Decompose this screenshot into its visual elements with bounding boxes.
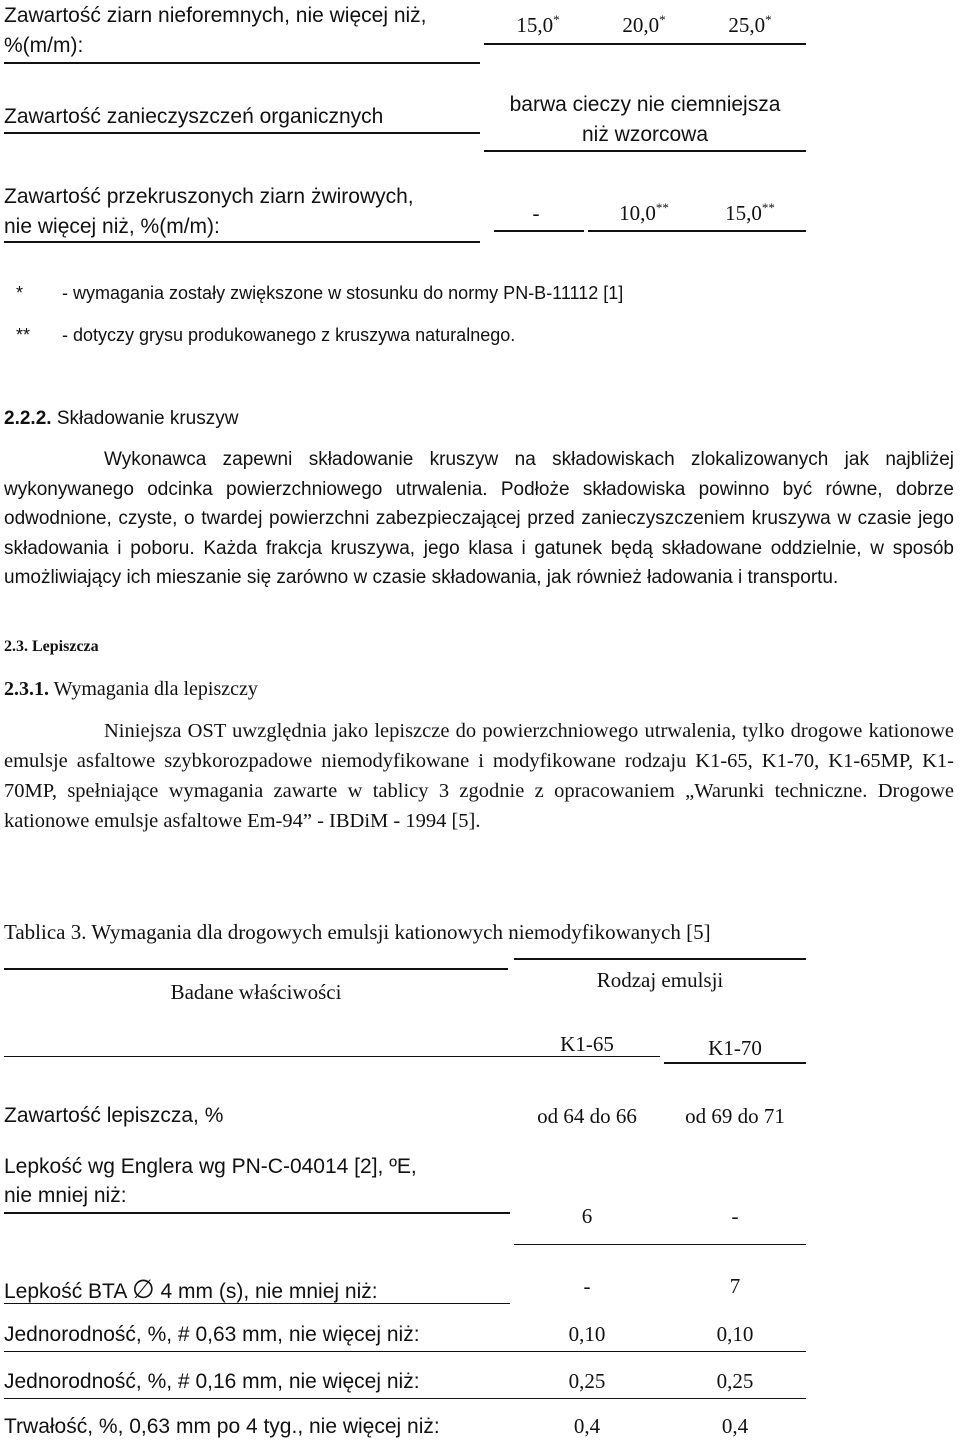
divider: [494, 230, 584, 232]
divider: [4, 1303, 510, 1304]
table-cell: -: [731, 1204, 739, 1228]
table-row-label: Trwałość, %, 0,63 mm po 4 tyg., nie więcej niż:: [4, 1415, 440, 1438]
divider: [4, 132, 480, 134]
value-cell: barwa cieczy nie ciemniejsza niż wzorcowa: [509, 93, 781, 146]
value-cell: -: [532, 201, 540, 225]
table-caption: Tablica 3. Wymagania dla drogowych emulsji kationowych niemodyfikowanych [5]: [4, 920, 711, 944]
table-cell: od 69 do 71: [685, 1104, 785, 1128]
divider: [4, 62, 480, 64]
value-cell: 15,0*: [516, 12, 560, 37]
table-row-label: Lepkość BTA ∅ 4 mm (s), nie mniej niż:: [4, 1274, 378, 1304]
table-cell: 7: [729, 1274, 741, 1298]
divider: [4, 1351, 806, 1352]
divider: [4, 1212, 510, 1214]
table-row-label: Jednorodność, %, # 0,63 mm, nie więcej niż:: [4, 1323, 420, 1346]
row-label: Zawartość ziarn nieforemnych, nie więcej niż,: [4, 4, 427, 27]
table-row-label: Lepkość wg Englera wg PN-C-04014 [2], ºE,: [4, 1155, 417, 1178]
value-cell: 20,0*: [622, 12, 666, 37]
table-cell: -: [583, 1274, 591, 1298]
row-label: Zawartość zanieczyszczeń organicznych: [4, 105, 384, 128]
table-row-label: Zawartość lepiszcza, %: [4, 1104, 224, 1127]
table-row-label: nie mniej niż:: [4, 1184, 127, 1207]
section-body: Niniejsza OST uwzględnia jako lepiszcze do powierzchniowego utrwalenia, tylko drogowe kationowe emulsje asfaltowe szybkorozpadowe niemodyfikowane i modyfikowane rodzaju K1-65, K1-70, K1-65MP, K1-70MP, spełniające wymagania zawarte w tablicy 3 zgodnie z opracowaniem „Warunki techniczne. Drogowe kationowe emulsje asfaltowe Em-94” - IBDiM - 1994 [5].: [4, 720, 954, 832]
footnote-text: - wymagania zostały zwiększone w stosunku do normy PN-B-11112 [1]: [62, 283, 624, 303]
divider: [514, 1244, 806, 1245]
divider: [4, 1398, 806, 1399]
diameter-icon: ∅: [132, 1274, 155, 1304]
value-cell: 10,0**: [619, 200, 669, 225]
table-cell: 0,25: [568, 1369, 606, 1393]
footnote-mark: *: [16, 283, 24, 303]
table-row-label: Jednorodność, %, # 0,16 mm, nie więcej niż:: [4, 1370, 420, 1393]
table-cell: 0,25: [716, 1369, 754, 1393]
row-label: Zawartość przekruszonych ziarn żwirowych,: [4, 185, 414, 208]
divider: [514, 958, 806, 960]
row-label: nie więcej niż, %(m/m):: [4, 215, 220, 238]
value-cell: 15,0**: [725, 200, 775, 225]
value-cell: 25,0*: [728, 12, 772, 37]
table-cell: 0,10: [716, 1322, 754, 1346]
section-heading: 2.3.1. Wymagania dla lepiszczy: [4, 678, 258, 700]
row-label: %(m/m):: [4, 34, 84, 57]
table-cell: 0,4: [721, 1414, 749, 1438]
divider: [4, 241, 480, 243]
divider: [588, 230, 806, 232]
column-group-header: Rodzaj emulsji: [596, 968, 724, 992]
footnote-text: - dotyczy grysu produkowanego z kruszywa naturalnego.: [62, 325, 516, 345]
table-cell: 0,4: [573, 1414, 601, 1438]
table-cell: 0,10: [568, 1322, 606, 1346]
divider: [4, 968, 508, 970]
column-header: Badane właściwości: [170, 980, 342, 1004]
table-cell: od 64 do 66: [537, 1104, 637, 1128]
divider: [484, 150, 806, 152]
section-body: Wykonawca zapewni składowanie kruszyw na składowiskach zlokalizowanych jak najbliżej wykonywanego odcinka powierzchniowego utrwalenia. Podłoże składowiska powinno być równe, dobrze odwodnione, czyste, o twardej powierzchni zabezpieczającej przed zanieczyszczeniem kruszywa w czasie jego składowania i poboru. Każda frakcja kruszywa, jego klasa i gatunek będą składowane oddzielnie, w sposób umożliwiający ich mieszanie się zarówno w czasie składowania, jak również ładowania i transportu.: [4, 449, 954, 588]
table-cell: 6: [581, 1204, 593, 1228]
divider: [484, 43, 806, 45]
divider: [664, 1062, 806, 1064]
section-heading: 2.2.2. Składowanie kruszyw: [4, 408, 239, 429]
footnote-mark: **: [16, 325, 31, 345]
column-header: K1-70: [708, 1036, 762, 1060]
column-header: K1-65: [560, 1032, 614, 1056]
section-heading: 2.3. Lepiszcza: [4, 638, 99, 655]
divider: [4, 1056, 660, 1057]
